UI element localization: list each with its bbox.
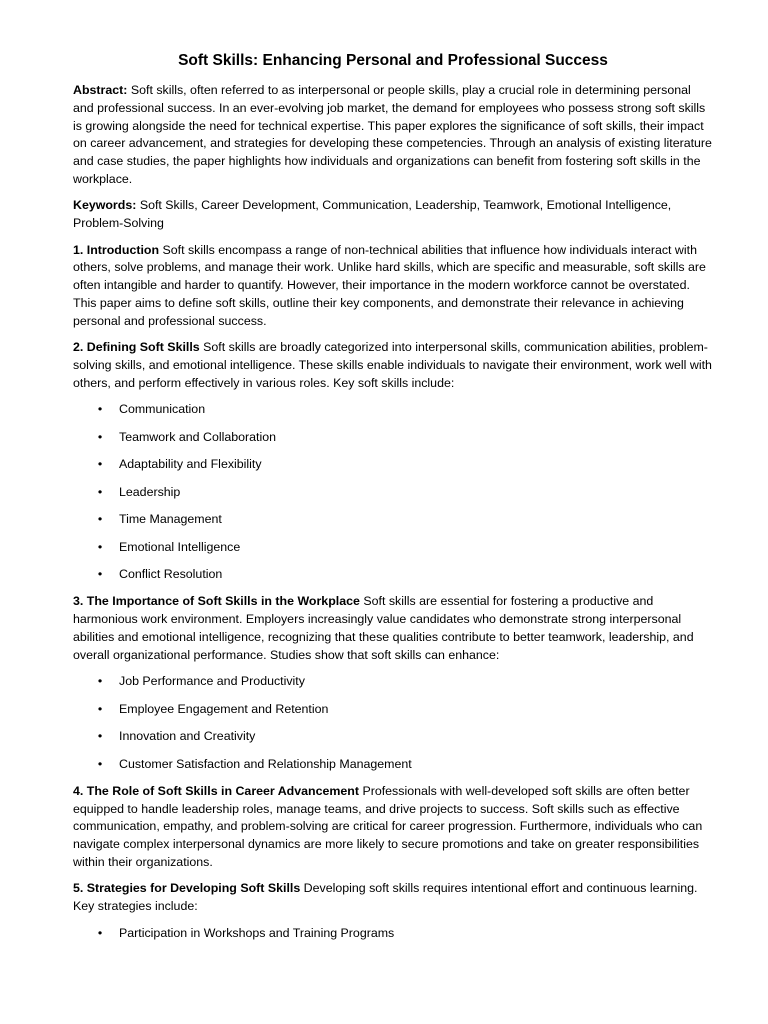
section-importance-workplace (73, 593, 713, 664)
keywords-text: Soft Skills, Career Development, Communication, Leadership, Teamwork, Emotional Intelligence, Problem-Solving (73, 198, 672, 231)
list-item: • Time Management (73, 511, 713, 529)
section-heading: 5. Strategies for Developing Soft Skills (73, 881, 301, 896)
list-item: • Employee Engagement and Retention (73, 701, 713, 719)
section-text: Soft skills are essential for fostering a productive and harmonious work environment. Employers increasingly value candidates who demonstrate strong interpersonal abilities and emotional intelligence, recognizing that these qualities contribute to better teamwork, leadership, and overall organizational performance. Studies show that soft skills can enhance: (73, 594, 694, 662)
abstract-label: Abstract: (73, 83, 128, 97)
bullet-icon: • (97, 674, 103, 689)
document-page (73, 50, 713, 952)
section-heading: 1. Introduction (73, 242, 160, 257)
list-item: • Teamwork and Collaboration (73, 429, 713, 447)
bullet-icon: • (97, 567, 103, 582)
abstract-text: Soft skills, often referred to as interpersonal or people skills, play a crucial role in determining personal and professional success. In an ever-evolving job market, the demand for employees who possess strong soft skills is growing alongside the need for technical expertise. This paper explores the significance of soft skills, their impact on career advancement, and strategies for developing these competencies. Through an analysis of existing literature and case studies, the paper highlights how individuals and organizations can benefit from fostering soft skills in the workplace. (73, 83, 712, 186)
bullet-icon: • (97, 457, 103, 472)
section-heading: 2. Defining Soft Skills (73, 340, 200, 355)
list-item: • Leadership (73, 484, 713, 502)
list-item: • Innovation and Creativity (73, 728, 713, 746)
section-career-advancement (73, 783, 713, 872)
keywords-label: Keywords: (73, 198, 137, 213)
bullet-icon: • (97, 756, 103, 771)
list-item: • Adaptability and Flexibility (73, 456, 713, 474)
bullet-icon: • (97, 539, 103, 554)
keywords-paragraph (73, 197, 713, 233)
section-defining-soft-skills (73, 339, 713, 392)
list-item: • Communication (73, 401, 713, 419)
section-heading: 4. The Role of Soft Skills in Career Advancement (73, 783, 359, 798)
section-introduction (73, 242, 713, 331)
strategies-list (73, 925, 713, 943)
bullet-icon: • (97, 701, 103, 716)
section-text: Professionals with well-developed soft skills are often better equipped to handle leadership roles, manage teams, and drive projects to success. Soft skills such as effective communication, empathy, and problem-solving are critical for career progression. Furthermore, individuals who can navigate complex interpersonal dynamics are more likely to secure promotions and take on greater responsibilities within their organizations. (73, 783, 703, 870)
bullet-icon: • (97, 484, 103, 499)
list-item: • Participation in Workshops and Training Programs (73, 925, 713, 943)
list-item: • Emotional Intelligence (73, 539, 713, 557)
bullet-icon: • (97, 925, 103, 940)
bullet-icon: • (97, 729, 103, 744)
section-text: Soft skills encompass a range of non-technical abilities that influence how individuals interact with others, solve problems, and manage their work. Unlike hard skills, which are specific and measurable, soft skills are often intangible and harder to quantify. However, their importance in the modern workforce cannot be overstated. This paper aims to define soft skills, outline their key components, and demonstrate their relevance in achieving personal and professional success. (73, 242, 706, 328)
section-heading: 3. The Importance of Soft Skills in the Workplace (73, 594, 360, 609)
list-item: • Job Performance and Productivity (73, 673, 713, 691)
list-item: • Customer Satisfaction and Relationship Management (73, 756, 713, 774)
section-text: Soft skills are broadly categorized into interpersonal skills, communication abilities, problem-solving skills, and emotional intelligence. These skills enable individuals to navigate their environment, work well with others, and perform effectively in various roles. Key soft skills include: (73, 340, 712, 390)
section-developing-strategies (73, 880, 713, 916)
bullet-icon: • (97, 402, 103, 417)
bullet-icon: • (97, 429, 103, 444)
section-text: Developing soft skills requires intentional effort and continuous learning. Key strategies include: (73, 881, 698, 914)
bullet-icon: • (97, 512, 103, 527)
document-title: Soft Skills: Enhancing Personal and Professional Success (178, 52, 608, 69)
abstract-paragraph (73, 82, 713, 189)
enhancements-list (73, 673, 713, 773)
list-item: • Conflict Resolution (73, 566, 713, 584)
key-soft-skills-list (73, 401, 713, 584)
